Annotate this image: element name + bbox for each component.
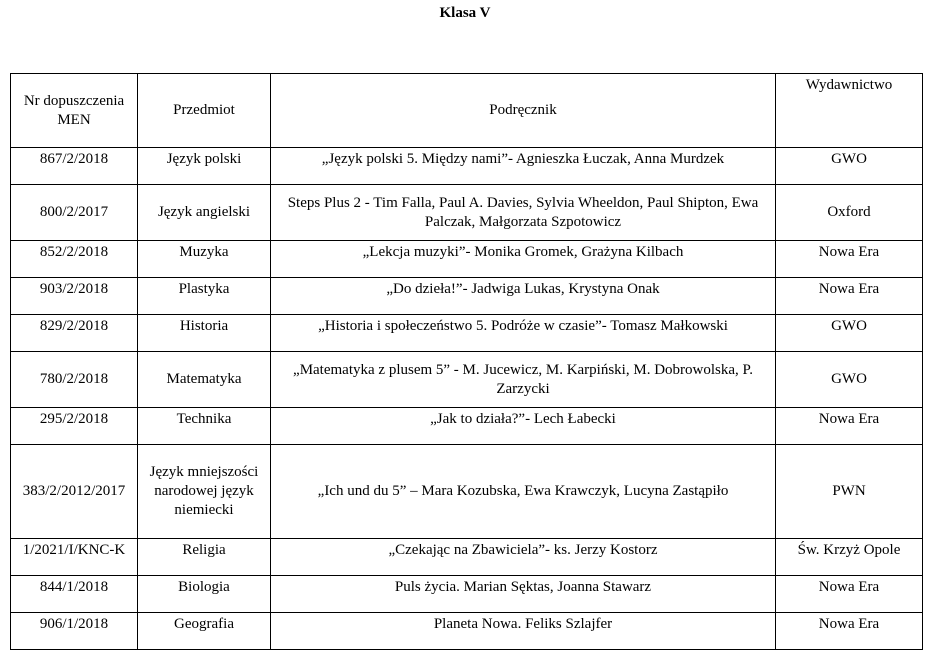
cell-book: „Historia i społeczeństwo 5. Podróże w czasie”- Tomasz Małkowski xyxy=(271,315,776,352)
header-subject: Przedmiot xyxy=(138,74,271,148)
cell-subject: Muzyka xyxy=(138,241,271,278)
cell-nr: 844/1/2018 xyxy=(11,576,138,613)
cell-subject: Język angielski xyxy=(138,185,271,241)
header-nr: Nr dopuszczenia MEN xyxy=(11,74,138,148)
cell-publisher: Nowa Era xyxy=(776,241,923,278)
cell-publisher: GWO xyxy=(776,315,923,352)
cell-book: „Język polski 5. Między nami”- Agnieszka Łuczak, Anna Murdzek xyxy=(271,148,776,185)
cell-book: „Matematyka z plusem 5” - M. Jucewicz, M. Karpiński, M. Dobrowolska, P. Zarzycki xyxy=(271,352,776,408)
cell-publisher: GWO xyxy=(776,148,923,185)
cell-nr: 903/2/2018 xyxy=(11,278,138,315)
cell-subject: Matematyka xyxy=(138,352,271,408)
cell-nr: 867/2/2018 xyxy=(11,148,138,185)
cell-book: Puls życia. Marian Sęktas, Joanna Stawarz xyxy=(271,576,776,613)
header-book: Podręcznik xyxy=(271,74,776,148)
cell-nr: 1/2021/I/KNC-K xyxy=(11,539,138,576)
table-row xyxy=(11,185,923,241)
cell-book: „Ich und du 5” – Mara Kozubska, Ewa Krawczyk, Lucyna Zastąpiło xyxy=(271,445,776,539)
cell-subject: Biologia xyxy=(138,576,271,613)
cell-nr: 852/2/2018 xyxy=(11,241,138,278)
cell-book: Planeta Nowa. Feliks Szlajfer xyxy=(271,613,776,650)
table-row xyxy=(11,539,923,576)
cell-nr: 829/2/2018 xyxy=(11,315,138,352)
cell-subject: Plastyka xyxy=(138,278,271,315)
cell-publisher: Nowa Era xyxy=(776,278,923,315)
table-row xyxy=(11,315,923,352)
cell-nr: 383/2/2012/2017 xyxy=(11,445,138,539)
cell-subject: Język mniejszości narodowej język niemiecki xyxy=(138,445,271,539)
cell-publisher: Nowa Era xyxy=(776,576,923,613)
cell-publisher: GWO xyxy=(776,352,923,408)
table-header-row xyxy=(11,74,923,148)
cell-nr: 800/2/2017 xyxy=(11,185,138,241)
cell-subject: Religia xyxy=(138,539,271,576)
cell-book: „Jak to działa?”- Lech Łabecki xyxy=(271,408,776,445)
header-publisher: Wydawnictwo xyxy=(776,74,923,148)
cell-nr: 906/1/2018 xyxy=(11,613,138,650)
table-row xyxy=(11,352,923,408)
page-title: Klasa V xyxy=(439,5,491,21)
cell-book: „Do dzieła!”- Jadwiga Lukas, Krystyna Onak xyxy=(271,278,776,315)
cell-book: „Czekając na Zbawiciela”- ks. Jerzy Kostorz xyxy=(271,539,776,576)
table-row xyxy=(11,613,923,650)
cell-nr: 780/2/2018 xyxy=(11,352,138,408)
cell-subject: Historia xyxy=(138,315,271,352)
cell-publisher: Św. Krzyż Opole xyxy=(776,539,923,576)
table-row xyxy=(11,445,923,539)
cell-subject: Geografia xyxy=(138,613,271,650)
cell-book: Steps Plus 2 - Tim Falla, Paul A. Davies, Sylvia Wheeldon, Paul Shipton, Ewa Palczak, Małgorzata Szpotowicz xyxy=(271,185,776,241)
table-row xyxy=(11,278,923,315)
table-row xyxy=(11,408,923,445)
cell-subject: Technika xyxy=(138,408,271,445)
cell-publisher: Oxford xyxy=(776,185,923,241)
cell-subject: Język polski xyxy=(138,148,271,185)
table-row xyxy=(11,148,923,185)
cell-publisher: Nowa Era xyxy=(776,613,923,650)
table-row xyxy=(11,576,923,613)
table-row xyxy=(11,241,923,278)
cell-publisher: PWN xyxy=(776,445,923,539)
cell-book: „Lekcja muzyki”- Monika Gromek, Grażyna Kilbach xyxy=(271,241,776,278)
cell-publisher: Nowa Era xyxy=(776,408,923,445)
textbook-table xyxy=(10,73,923,650)
cell-nr: 295/2/2018 xyxy=(11,408,138,445)
